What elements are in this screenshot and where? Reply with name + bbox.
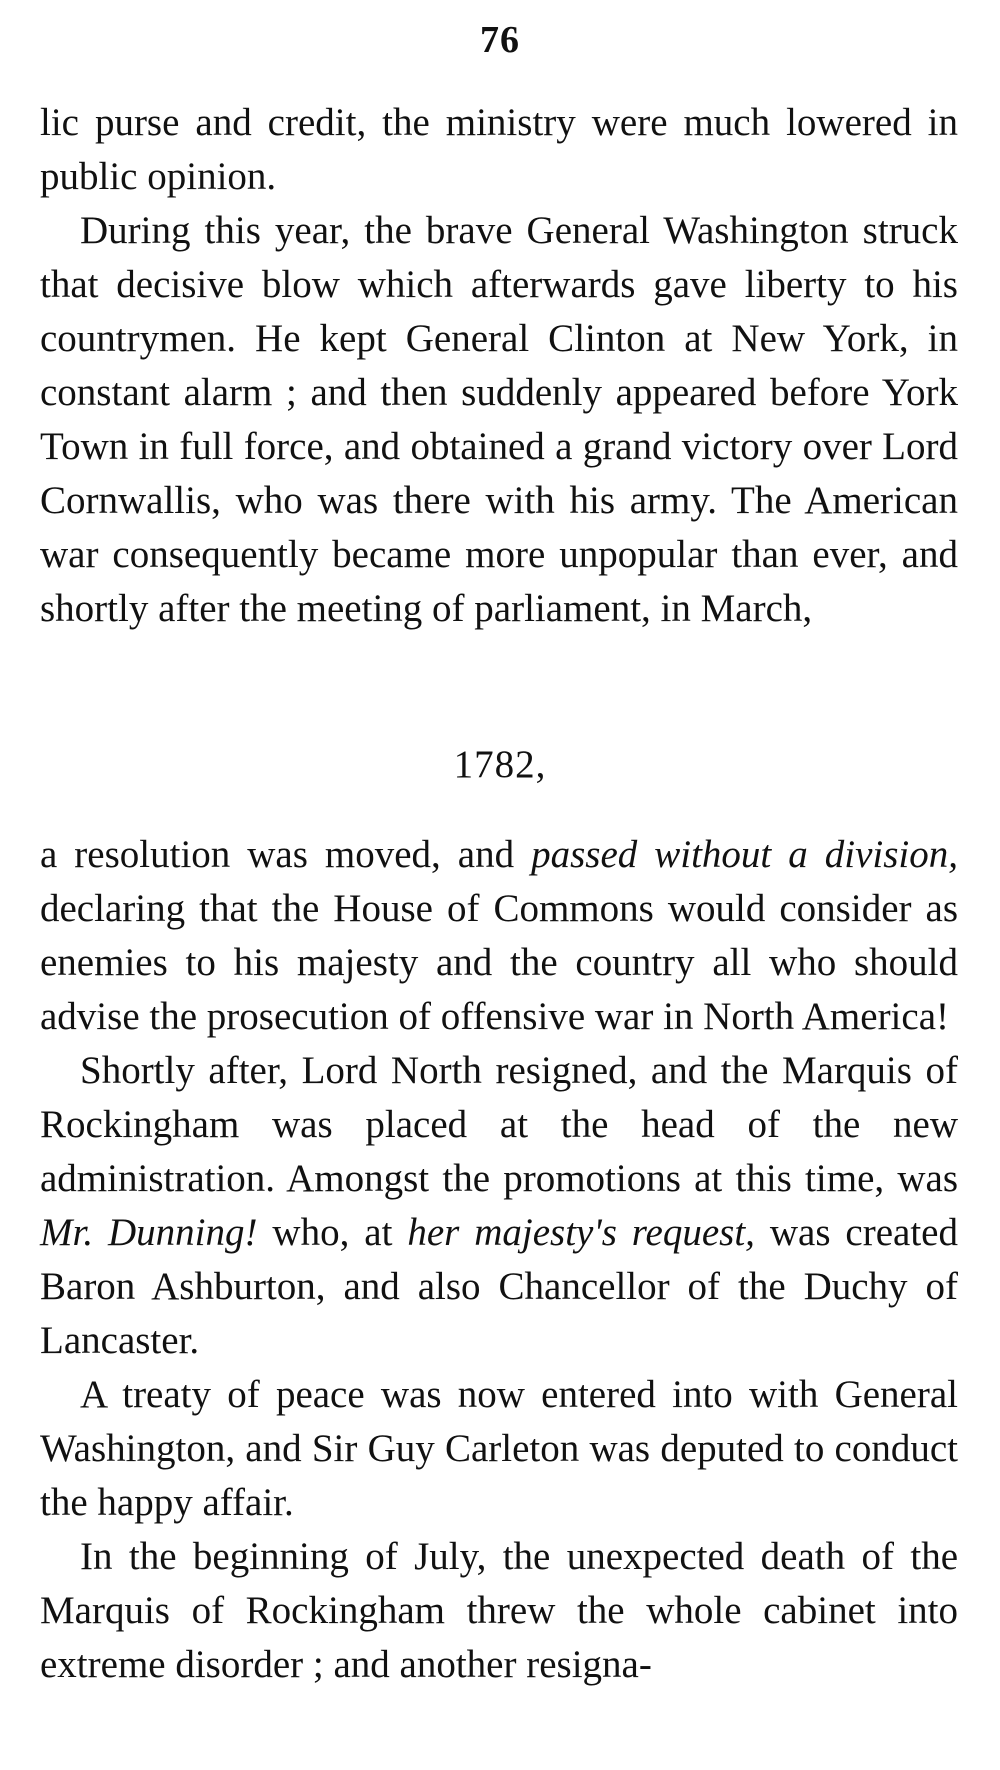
paragraph-july: In the beginning of July, the unexpected death of the Marquis of Rockingham threw the whole cabinet into extreme disorder ; and another resigna-	[40, 1535, 958, 1686]
paragraph-resolution-italic: passed without a division,	[531, 833, 958, 876]
year-heading: 1782,	[453, 743, 547, 786]
paragraph-resolution-text-1: a resolution was moved, and	[40, 833, 532, 876]
paragraph-resolution	[40, 828, 958, 1044]
paragraph-treaty: A treaty of peace was now entered into with General Washington, and Sir Guy Carleton was deputed to conduct the happy affair.	[40, 1373, 958, 1524]
paragraph-lord-north-italic-2: her majesty's request,	[407, 1211, 755, 1254]
paragraph-lord-north-italic-1: Mr. Dunning!	[40, 1211, 258, 1254]
paragraph-lord-north-text-2: who, at	[257, 1211, 408, 1254]
paragraph-lord-north-text-1: Shortly after, Lord North resigned, and the Marquis of Rockingham was placed at the head of the new administration. Amongst the promotions at this time, was	[40, 1049, 958, 1200]
paragraph-continuation: lic purse and credit, the ministry were much lowered in public opinion.	[40, 101, 958, 198]
paragraph-lord-north-text-3: was created Baron Ashburton, and also Chancellor of the Duchy of Lancaster.	[40, 1211, 958, 1362]
text-block-bottom	[40, 828, 958, 1692]
text-block-top	[40, 96, 958, 636]
paragraph-resolution-text-2: declaring that the House of Commons would consider as enemies to his majesty and the country all who should advise the prosecution of offensive war in North America!	[40, 887, 958, 1038]
page-number: 76	[480, 19, 520, 61]
paragraph-lord-north	[40, 1044, 958, 1368]
paragraph-washington: During this year, the brave General Washington struck that decisive blow which afterwards gave liberty to his countrymen. He kept General Clinton at New York, in constant alarm ; and then suddenly appeared before York Town in full force, and obtained a grand victory over Lord Cornwallis, who was there with his army. The American war consequently became more unpopular than ever, and shortly after the meeting of parliament, in March,	[40, 209, 958, 630]
